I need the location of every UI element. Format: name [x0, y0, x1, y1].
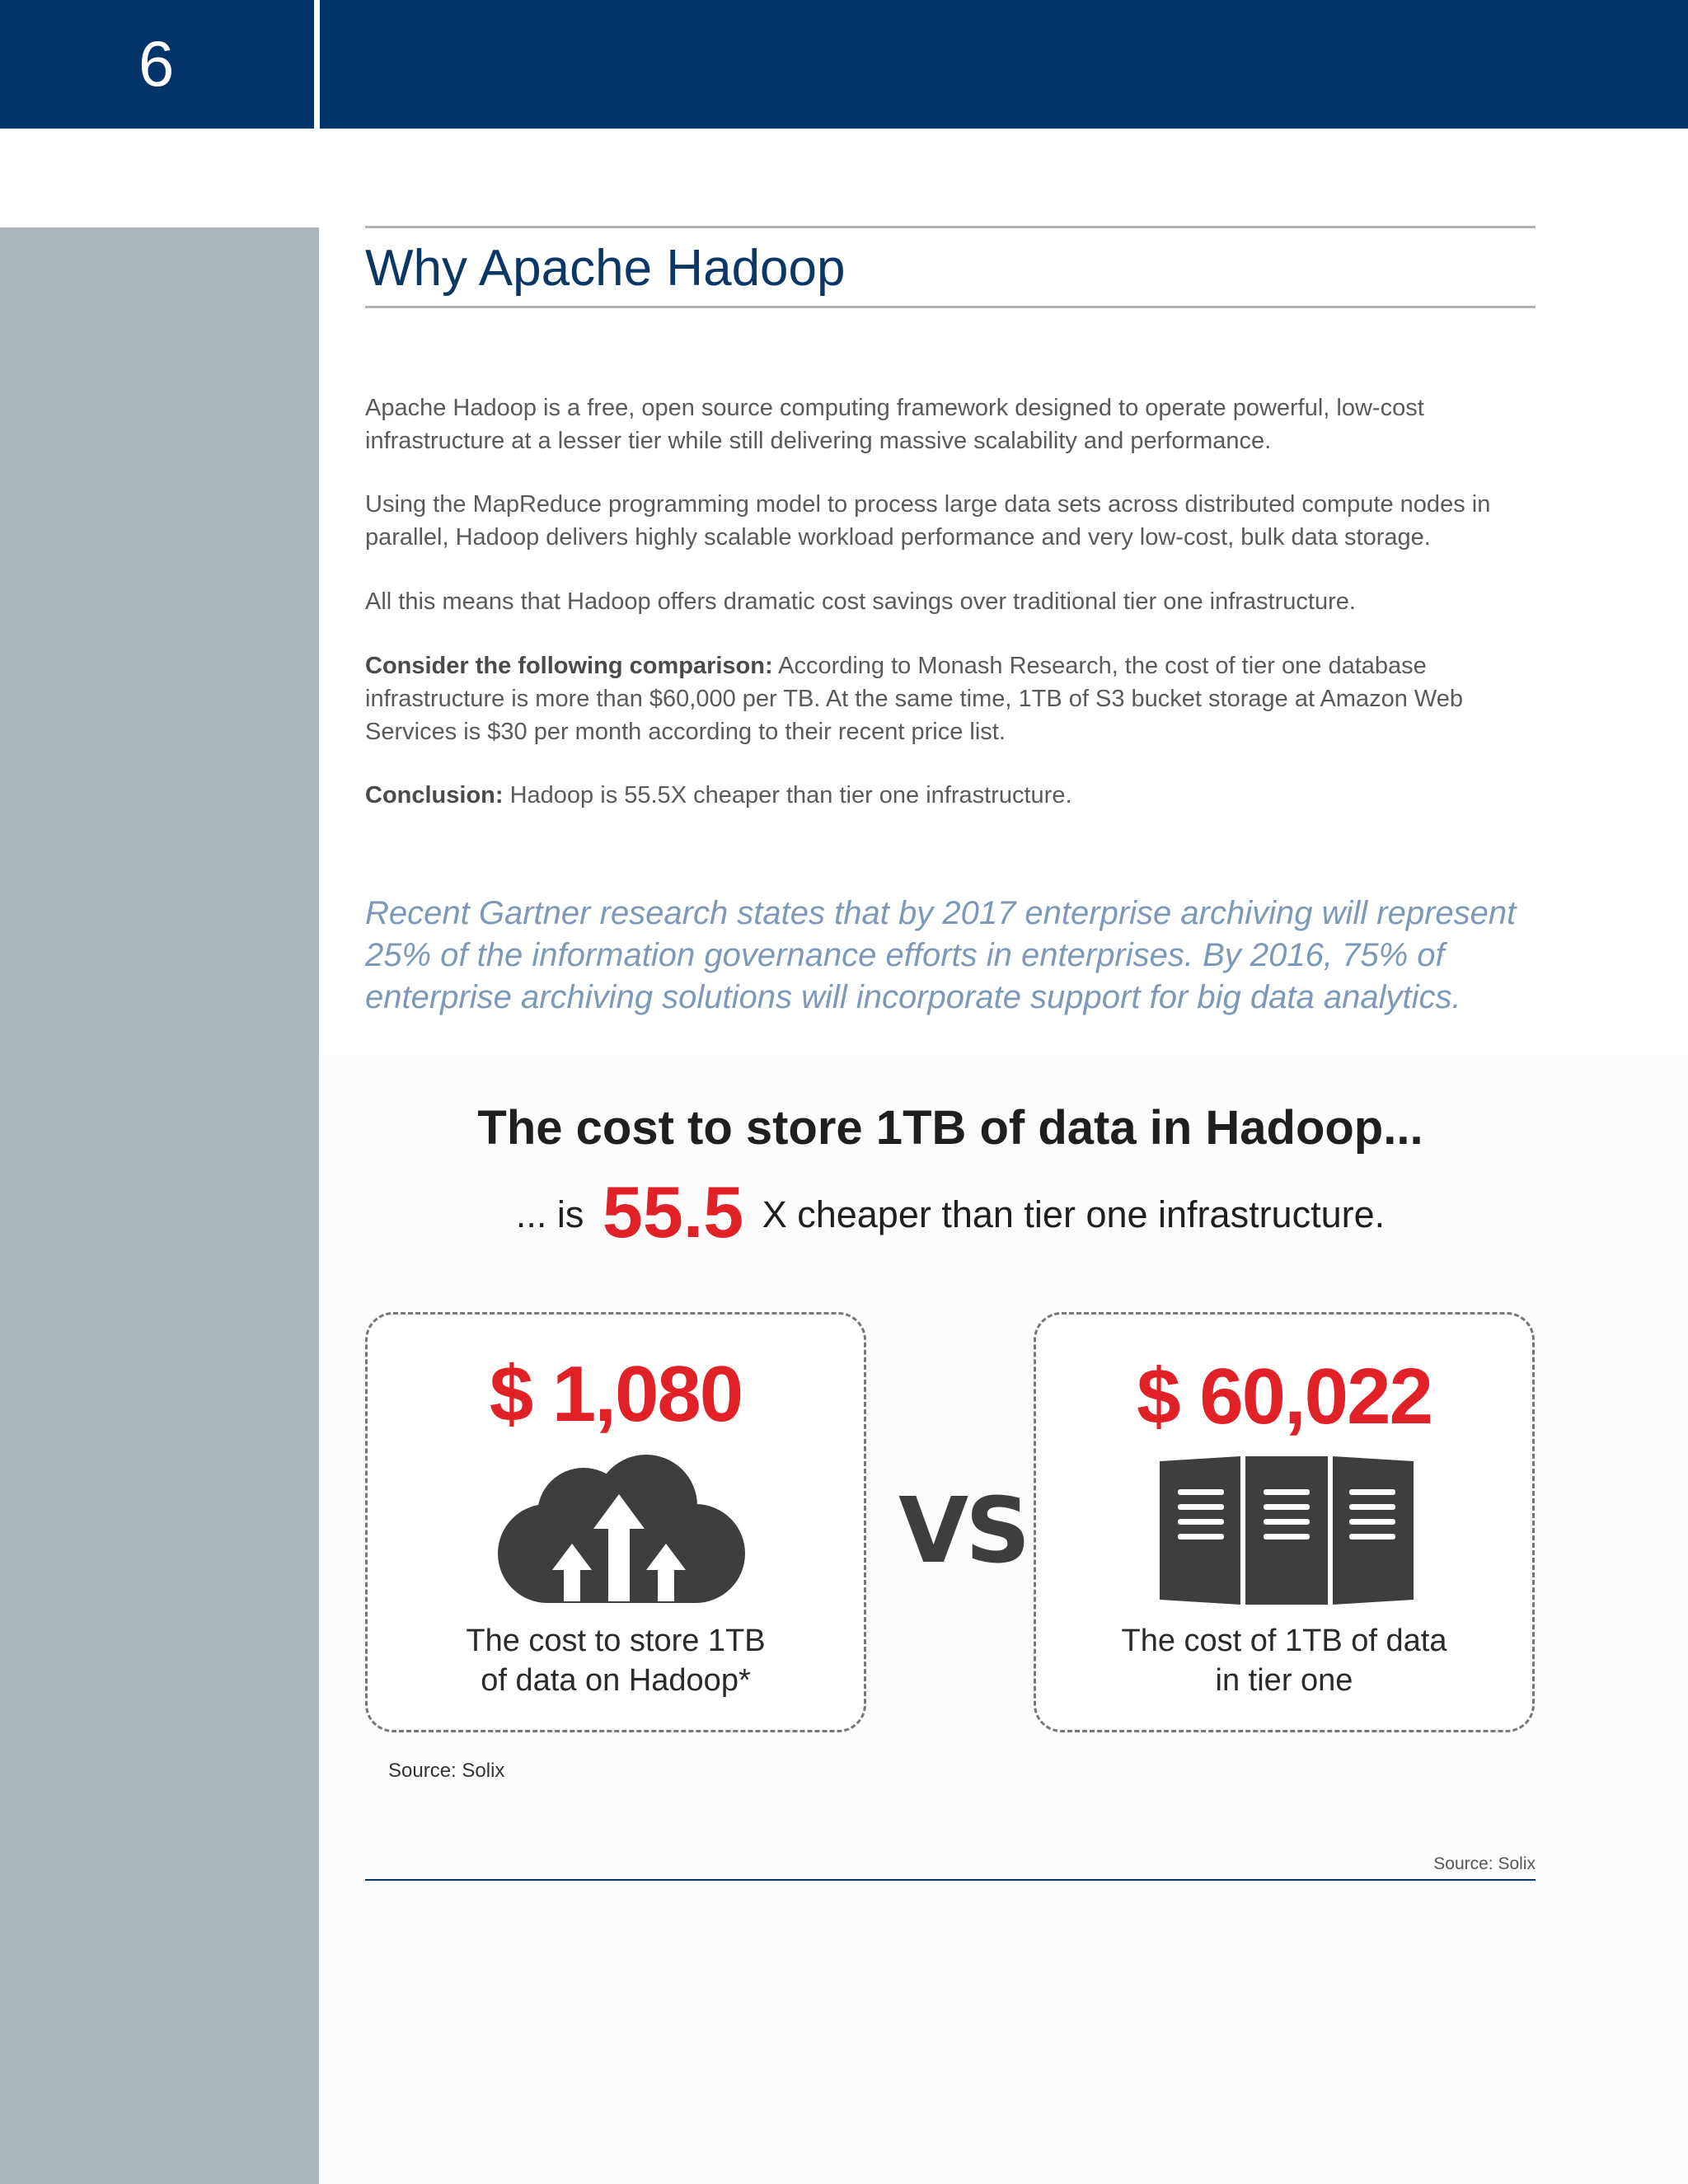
subline-suffix: X cheaper than tier one infrastructure. [762, 1193, 1386, 1235]
subline-prefix: ... is [515, 1193, 584, 1235]
header-bar [0, 0, 1688, 129]
pull-quote: Recent Gartner research states that by 2017 enterprise archiving will represent 25% of the information governance efforts in enterprises. By 2016, 75% of enterprise archiving solutions will incorporate support for big data analytics. [365, 895, 1517, 1015]
tier-one-price: $ 60,022 [1137, 1352, 1432, 1441]
hadoop-price: $ 1,080 [489, 1350, 743, 1438]
tier-one-cost-card [1034, 1312, 1535, 1732]
cloud-upload-icon [491, 1455, 747, 1607]
tier-one-caption-line-1: The cost of 1TB of data [1121, 1624, 1447, 1658]
conclusion-text: Hadoop is 55.5X cheaper than tier one infrastructure. [503, 782, 1072, 808]
server-rack-icon [1160, 1456, 1415, 1609]
body-paragraph-1: Apache Hadoop is a free, open source computing framework designed to operate powerful, low-cost infrastructure at a lesser tier while still delivering massive scalability and performance. [365, 395, 1424, 454]
conclusion-label: Conclusion: [365, 782, 504, 808]
comparison-label: Consider the following comparison: [365, 653, 773, 679]
tier-one-caption-line-2: in tier one [1215, 1663, 1353, 1698]
title-top-rule [365, 226, 1536, 228]
body-paragraph-2: Using the MapReduce programming model to process large data sets across distributed compute nodes in parallel, Hadoop delivers highly scalable workload performance and very low-cost, bulk data storage. [365, 491, 1491, 551]
body-paragraph-3: All this means that Hadoop offers dramatic cost savings over traditional tier one infrastructure. [365, 588, 1356, 615]
body-paragraph-conclusion [365, 779, 1536, 812]
page-number: 6 [138, 27, 175, 100]
hadoop-caption-line-1: The cost to store 1TB [466, 1624, 766, 1658]
page-source: Source: Solix [1433, 1854, 1536, 1873]
comparison-text: According to Monash Research, the cost of tier one database infrastructure is more than $60,000 per TB. At the same time, 1TB of S3 bucket storage at Amazon Web Services is $30 per month according to their recent price list. [365, 653, 1464, 745]
bottom-rule [365, 1879, 1536, 1881]
page-number-box [0, 0, 320, 129]
hadoop-caption-line-2: of data on Hadoop* [481, 1663, 751, 1698]
versus-label: VS [898, 1478, 1028, 1583]
title-bottom-rule [365, 306, 1536, 308]
infographic-headline: The cost to store 1TB of data in Hadoop... [477, 1101, 1423, 1155]
hadoop-cost-card [365, 1312, 866, 1732]
body-paragraph-comparison [365, 649, 1536, 748]
section-title: Why Apache Hadoop [365, 240, 846, 297]
left-sidebar [0, 227, 319, 2184]
infographic-subline [365, 1170, 1536, 1254]
savings-multiplier: 55.5 [602, 1171, 744, 1253]
infographic-source: Source: Solix [388, 1760, 505, 1782]
